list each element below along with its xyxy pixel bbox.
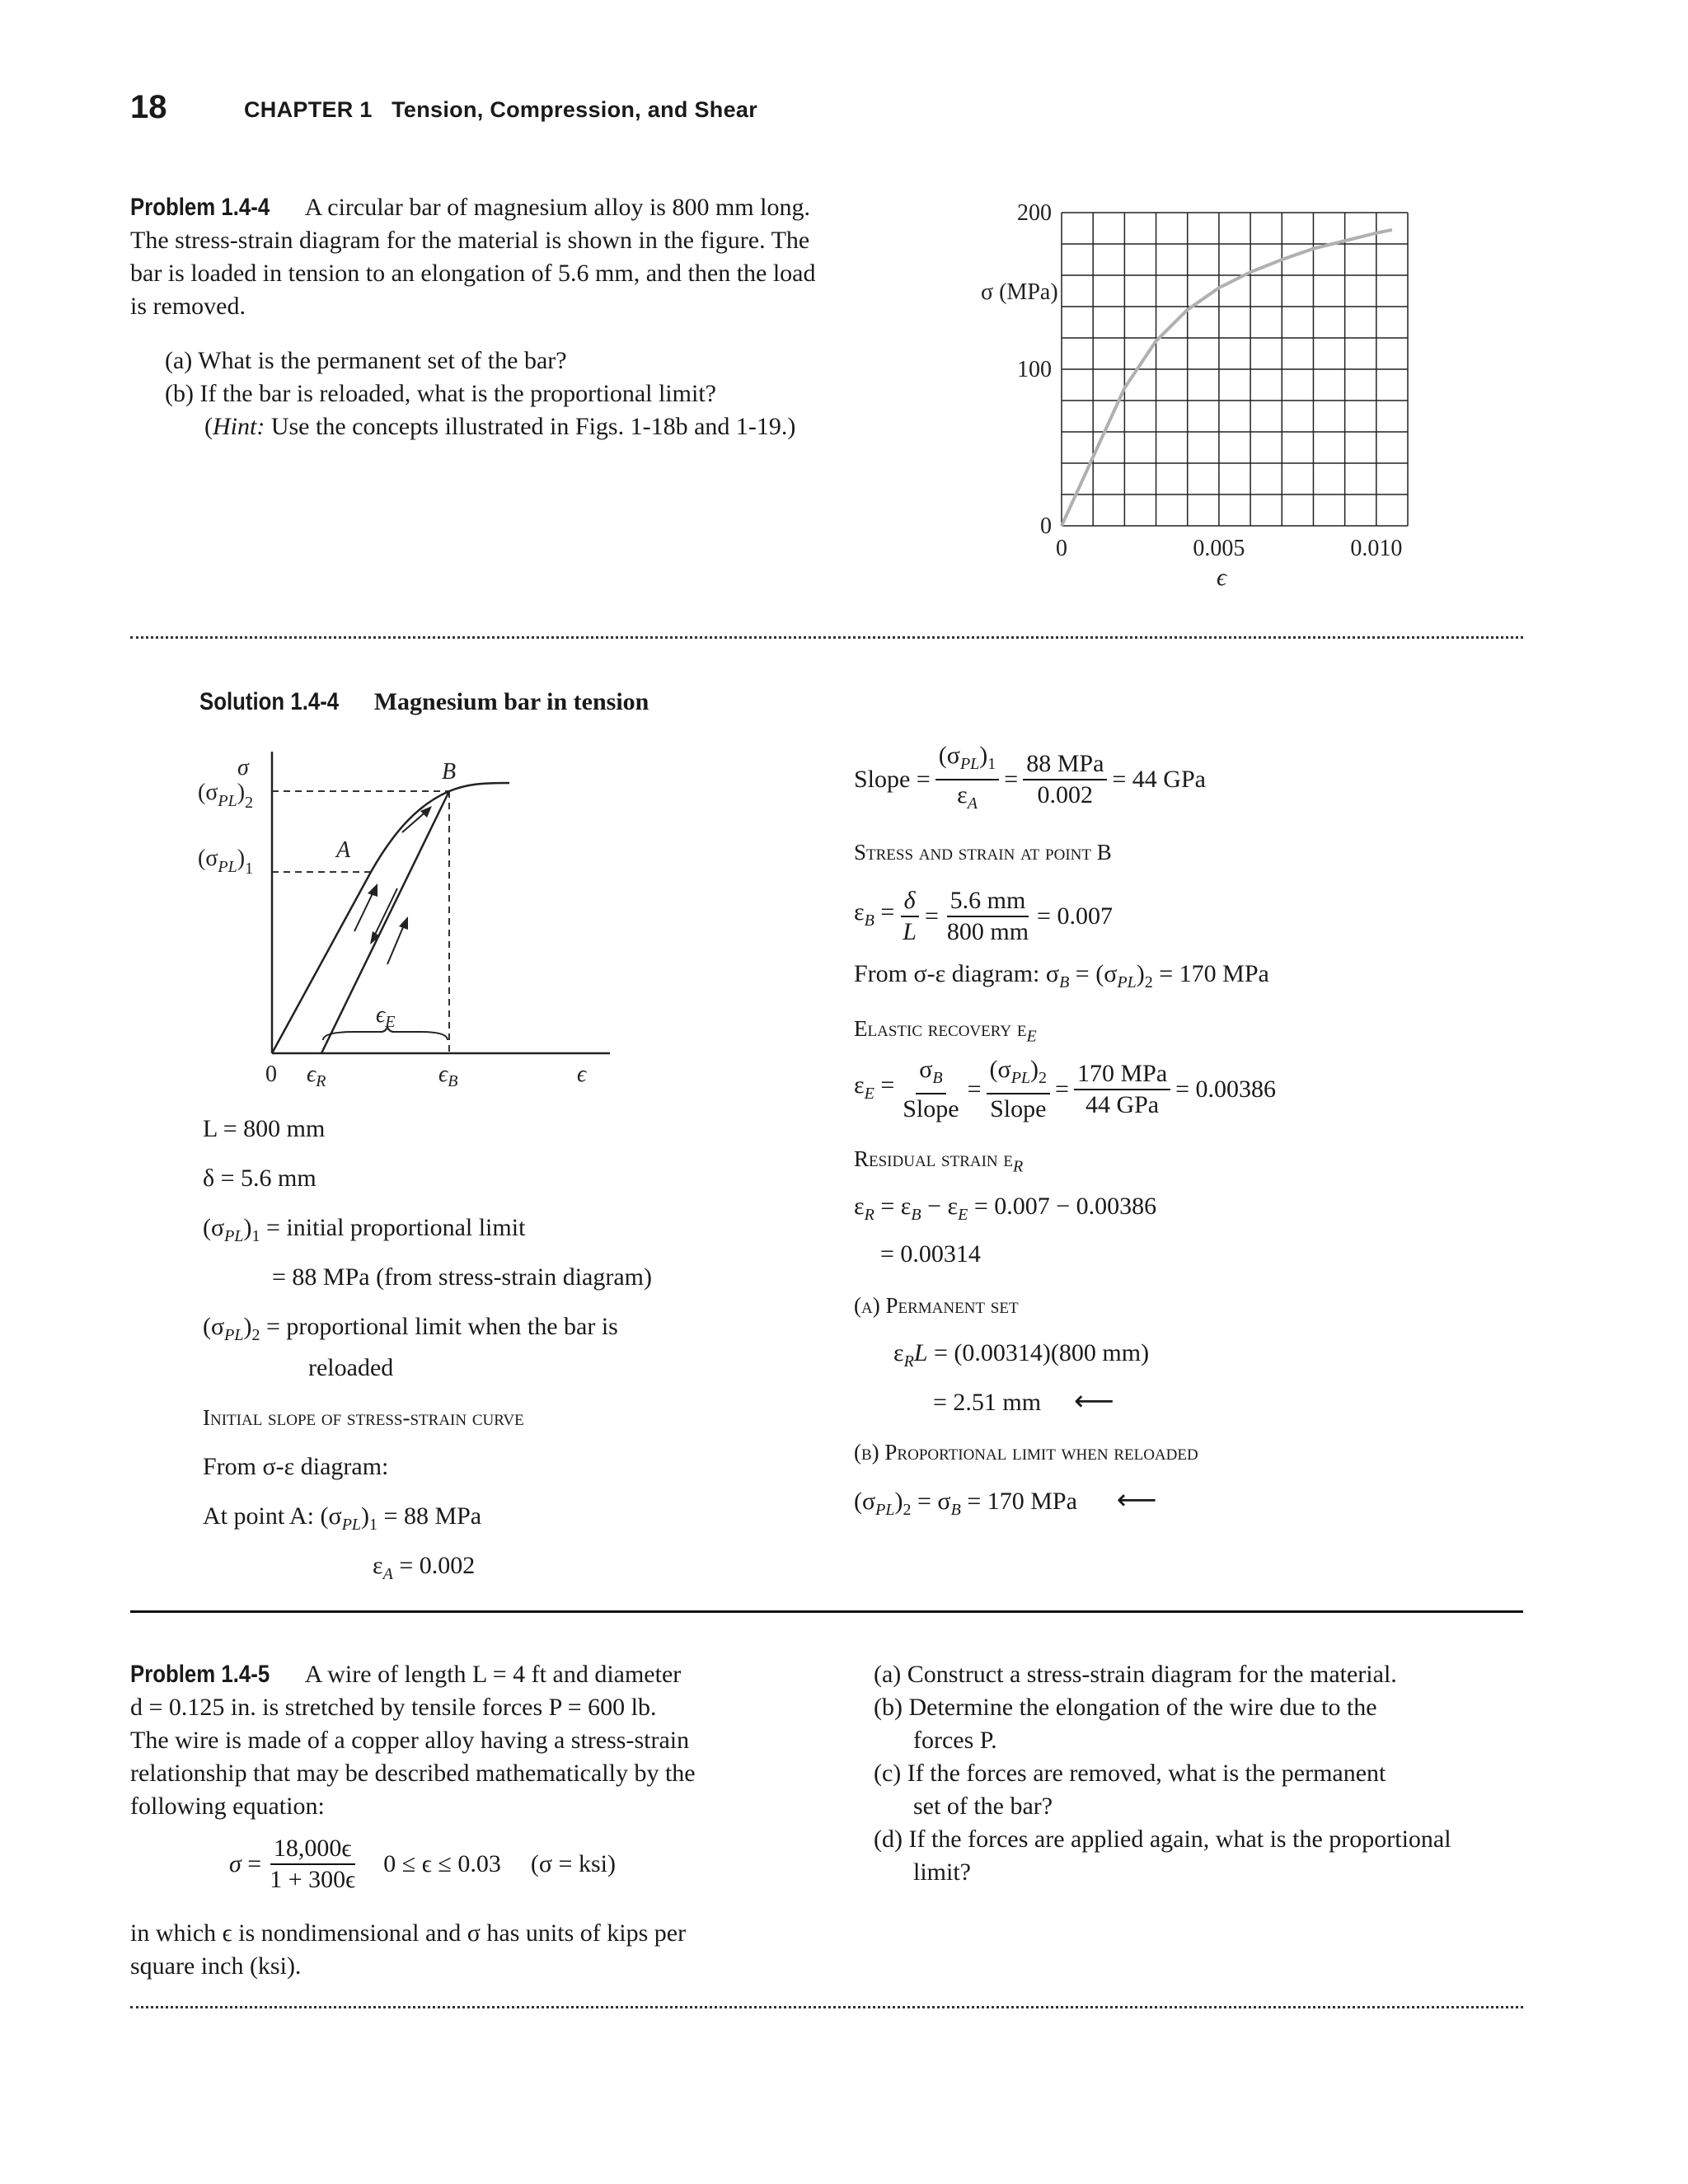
spl1-def: = initial proportional limit [266, 1214, 526, 1241]
statement-line: bar is loaded in tension to an elongation of 5.6 mm, and then the load [130, 260, 816, 287]
chapter-header [244, 97, 757, 123]
eps-axis-label: ϵ [577, 1062, 587, 1087]
eE-label: $\epsilon_E$ [376, 1002, 396, 1031]
stress-strain-chart [948, 190, 1442, 602]
problem-label: Problem 1.4-5 [130, 1661, 270, 1688]
epsB-equation: $\varepsilon_B$ = $\frac{\delta}{L}$ = $\frac{5.6 mm}{800 mm}$ = 0.007 [854, 887, 1113, 945]
origin-label: 0 [265, 1062, 277, 1087]
chapter-title: Tension, Compression, and Shear [392, 97, 758, 122]
chart-xlabel: ϵ [1216, 564, 1227, 591]
spl2-def-cont: reloaded [308, 1354, 394, 1381]
point-A-label: A [336, 837, 351, 863]
stress-strain-equation: σ = $\frac{18,000\epsilon}{1 + 300\epsilon}$ 0 ≤ ϵ ≤ 0.03 (σ = ksi) [229, 1835, 616, 1893]
statement-line: is removed. [130, 293, 246, 320]
given-spl1: $(\sigma_{PL})_1$ = initial proportional limit [203, 1214, 526, 1245]
stress-strain-curve [1062, 230, 1392, 526]
point-B-label: B [442, 759, 457, 785]
spl2-label: $(\sigma_{PL})_2$ [198, 780, 254, 812]
solution-givens [203, 1113, 652, 1599]
problem-label: Problem 1.4-4 [130, 194, 270, 221]
chapter-label: CHAPTER 1 [244, 97, 373, 122]
statement-line: A circular bar of magnesium alloy is 800 mm long. [304, 194, 810, 221]
problem-1-4-4-statement [130, 191, 913, 323]
sigma-label: σ [237, 755, 249, 780]
chart-grid [1062, 213, 1408, 526]
answer-arrow-icon: ⟵ [1116, 1483, 1157, 1516]
x-tick-label: 0.005 [1193, 536, 1245, 561]
epsR-equation: $\varepsilon_R = \varepsilon_B - \varepsilon_E = 0.007 - 0.00386$ [854, 1193, 1157, 1224]
y-tick-label: 0 [1040, 513, 1052, 539]
page-number: 18 [130, 89, 167, 125]
epsE-equation: $\varepsilon_E$ = $\frac{\sigma_B}{\text{Slope}}$ = $\frac{(\sigma_{PL})_2}{\text{Slope}}$ = $\frac{\text{170 MPa}}{\text{44 GPa}}$ = 0.00386 [854, 1056, 1277, 1122]
solution-heading [199, 686, 649, 719]
y-tick-label: 100 [1017, 357, 1052, 382]
solution-title: Magnesium bar in tension [373, 688, 649, 715]
eps-A: $\varepsilon_A = 0.002$ [373, 1552, 476, 1583]
from-diagram: From σ-ε diagram: [203, 1453, 389, 1480]
part-a-heading: (a) Permanent set [854, 1293, 1019, 1318]
initial-slope-heading: Initial slope of stress-strain curve [203, 1405, 524, 1430]
solution-right [854, 740, 1276, 1531]
spl1-label: $(\sigma_{PL})_1$ [198, 846, 254, 878]
eB-label: $\epsilon_B$ [438, 1062, 458, 1090]
problem-1-4-5-statement: Problem 1.4-5 A wire of length L = 4 ft and diameter d = 0.125 in. is stretched by tensile forces P = 600 lb. The wire is made of a copper alloy having a stress-strain relationship that may be described mathematically by the following equation: σ = $\frac{18,000\epsilon}{1 + 300\epsilon}$ 0 ≤ ϵ ≤ 0.03 (σ = ksi) in which ϵ is nondimensional and σ has units of kips per square inch (ksi). [130, 1658, 790, 1983]
epsR-value: = 0.00314 [880, 1240, 981, 1268]
given-L: L = 800 mm [203, 1115, 326, 1142]
given-delta: δ = 5.6 mm [203, 1165, 316, 1192]
residual-heading: Residual strain $\varepsilon_R$ [854, 1146, 1024, 1176]
given-spl2: $(\sigma_{PL})_2$ = proportional limit when the bar is [203, 1313, 618, 1344]
hint-line: (Hint: Use the concepts illustrated in Figs. 1-18b and 1-19.) [204, 413, 796, 440]
elastic-heading: Elastic recovery $\varepsilon_E$ [854, 1016, 1037, 1046]
problem-1-4-4-questions [165, 344, 795, 443]
point-B-heading: Stress and strain at point B [854, 840, 1112, 865]
dotted-separator [130, 636, 1523, 639]
solid-separator [130, 1610, 1523, 1613]
spl2-def: = proportional limit when the bar is [266, 1313, 618, 1340]
from-diagram-B: From σ-ε diagram: $\sigma_B = (\sigma_{PL})_2 = 170$ MPa [854, 960, 1269, 991]
part-b-answer: $(\sigma_{PL})_2 = \sigma_B = 170$ MPa ⟵ [854, 1483, 1157, 1519]
chart-ylabel: σ (MPa) [981, 279, 1058, 305]
answer-arrow-icon: ⟵ [1074, 1385, 1114, 1418]
x-tick-label: 0.010 [1350, 536, 1403, 561]
solution-label: Solution 1.4-4 [199, 688, 340, 715]
part-a-answer: = 2.51 mm ⟵ [933, 1385, 1114, 1418]
dotted-separator-bottom [130, 2006, 1523, 2008]
part-b-heading: (b) Proportional limit when reloaded [854, 1440, 1198, 1465]
solution-diagram [190, 742, 651, 1104]
statement-line: The stress-strain diagram for the material is shown in the figure. The [130, 227, 810, 254]
slope-equation: Slope = $\frac{(\sigma_{PL})_1}{\varepsilon_A}$ = $\frac{\text{88 MPa}}{0.002}$ = 44 GPa [854, 742, 1206, 813]
problem-1-4-5-questions: (a) Construct a stress-strain diagram for the material. (b) Determine the elongation of the wire due to the forces P. (c) If the forces are removed, what is the permanent set of the bar? (d) If the forces are applied again, what is the proportional limit? [874, 1661, 1451, 1886]
question-b: (b) If the bar is reloaded, what is the proportional limit? [165, 380, 716, 407]
part-a-equation: $\varepsilon_RL = (0.00314)(800$ mm) [893, 1339, 1150, 1371]
at-point-A: At point A: $(\sigma_{PL})_1 = 88$ MPa [203, 1502, 482, 1534]
x-tick-label: 0 [1056, 536, 1067, 561]
given-spl1-val: = 88 MPa (from stress-strain diagram) [272, 1263, 652, 1291]
eR-label: $\epsilon_R$ [307, 1062, 326, 1090]
question-a: (a) What is the permanent set of the bar? [165, 347, 567, 374]
y-tick-label: 200 [1017, 200, 1052, 226]
